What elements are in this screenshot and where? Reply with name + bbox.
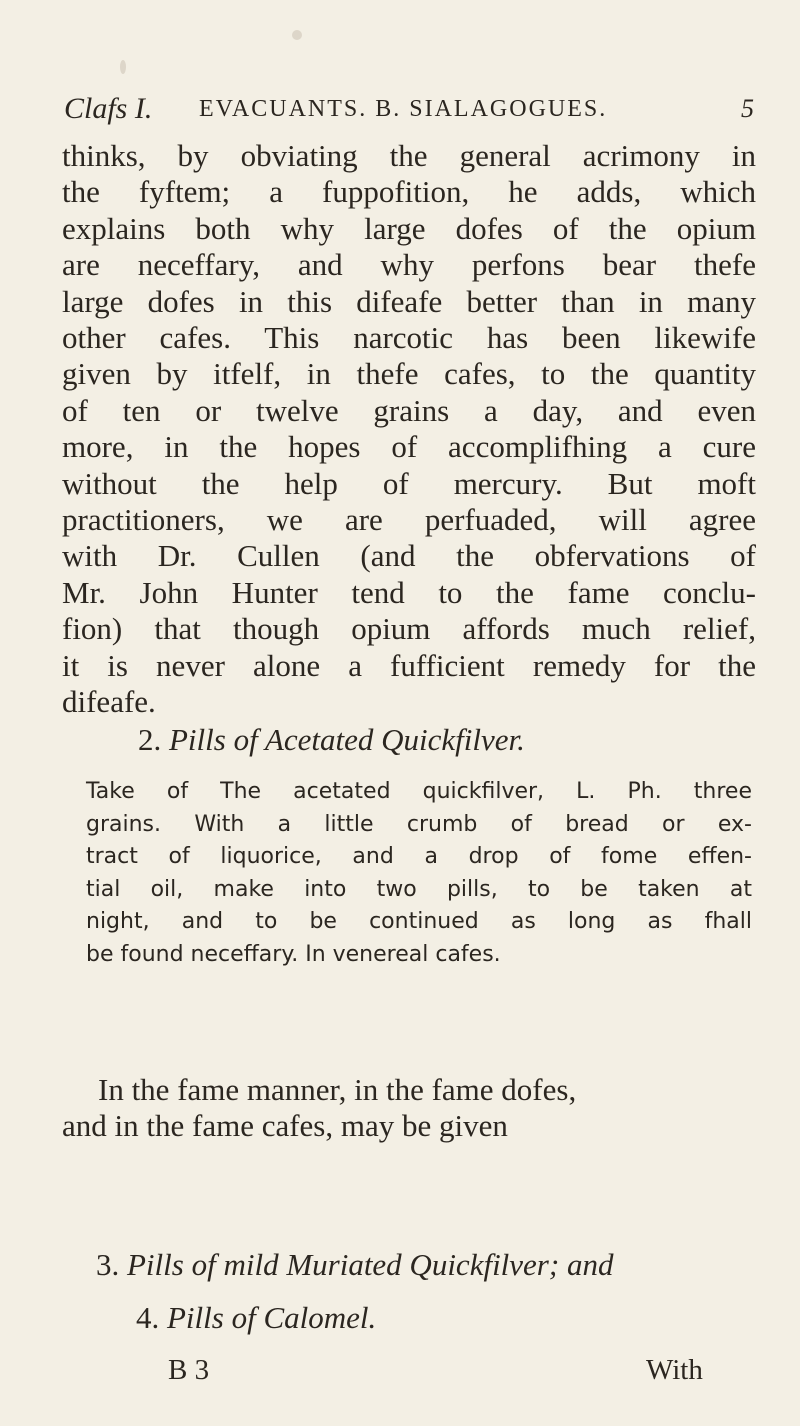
text-line: and in the fame cafes, may be given <box>62 1108 508 1144</box>
signature-mark: B 3 <box>168 1354 210 1386</box>
text-line: other cafes. This narcotic has been likewife <box>62 320 756 356</box>
text-line: are neceffary, and why perfons bear thefe <box>62 247 756 283</box>
header-page-number: 5 <box>741 94 754 123</box>
text-line: explains both why large dofes of the opium <box>62 210 756 246</box>
text-line: Mr. John Hunter tend to the fame conclu- <box>62 574 756 610</box>
heading-conjunction: and <box>566 1247 614 1282</box>
text-line: more, in the hopes of accomplifhing a cure <box>62 429 756 465</box>
recipe-line: Take of The acetated quickfilver, L. Ph. three <box>86 779 752 804</box>
text-line: without the help of mercury. But moft <box>62 465 756 501</box>
recipe-line: tract of liquorice, and a drop of fome effen- <box>86 844 752 870</box>
recipe-text <box>86 776 752 972</box>
heading-title: Pills of mild Muriated Quickfilver; <box>127 1247 560 1282</box>
paragraph-main <box>62 138 756 721</box>
text-line: large dofes in this difeafe better than in many <box>62 283 756 319</box>
catchword: With <box>646 1354 703 1386</box>
text-line: it is never alone a fufficient remedy for the <box>62 647 756 683</box>
recipe-heading-4 <box>136 1300 376 1336</box>
paragraph-continuation <box>62 1072 756 1145</box>
text-line: thinks, by obviating the general acrimony in <box>62 138 756 173</box>
recipe-heading-3 <box>96 1247 613 1283</box>
heading-title: Pills of Calomel. <box>167 1300 377 1335</box>
running-header <box>64 92 754 132</box>
recipe-line: night, and to be continued as long as fhall <box>86 909 752 935</box>
header-section-title: EVACUANTS. B. SIALAGOGUES. <box>199 96 608 122</box>
header-class-label: Clafs I. <box>64 92 153 125</box>
text-line: fion) that though opium affords much relief, <box>62 611 756 647</box>
text-line: the fyftem; a fuppofition, he adds, which <box>62 174 756 210</box>
heading-title: Pills of Acetated Quickfilver. <box>169 722 525 757</box>
heading-number: 2. <box>138 722 162 757</box>
ink-speck <box>292 30 302 40</box>
text-line: practitioners, we are perfuaded, will agree <box>62 502 756 538</box>
recipe-heading-2 <box>138 722 525 758</box>
text-line: In the fame manner, in the fame dofes, <box>98 1072 577 1107</box>
recipe-line: grains. With a little crumb of bread or ex- <box>86 811 752 837</box>
ink-speck <box>120 60 126 74</box>
recipe-line: tial oil, make into two pills, to be taken at <box>86 876 752 902</box>
recipe-line: be found neceffary. In venereal cafes. <box>86 941 501 967</box>
text-line: given by itfelf, in thefe cafes, to the quantity <box>62 356 756 392</box>
heading-number: 4. <box>136 1300 160 1335</box>
heading-number: 3. <box>96 1247 120 1282</box>
text-line: difeafe. <box>62 684 156 720</box>
text-line: of ten or twelve grains a day, and even <box>62 392 756 428</box>
text-line: with Dr. Cullen (and the obfervations of <box>62 538 756 574</box>
